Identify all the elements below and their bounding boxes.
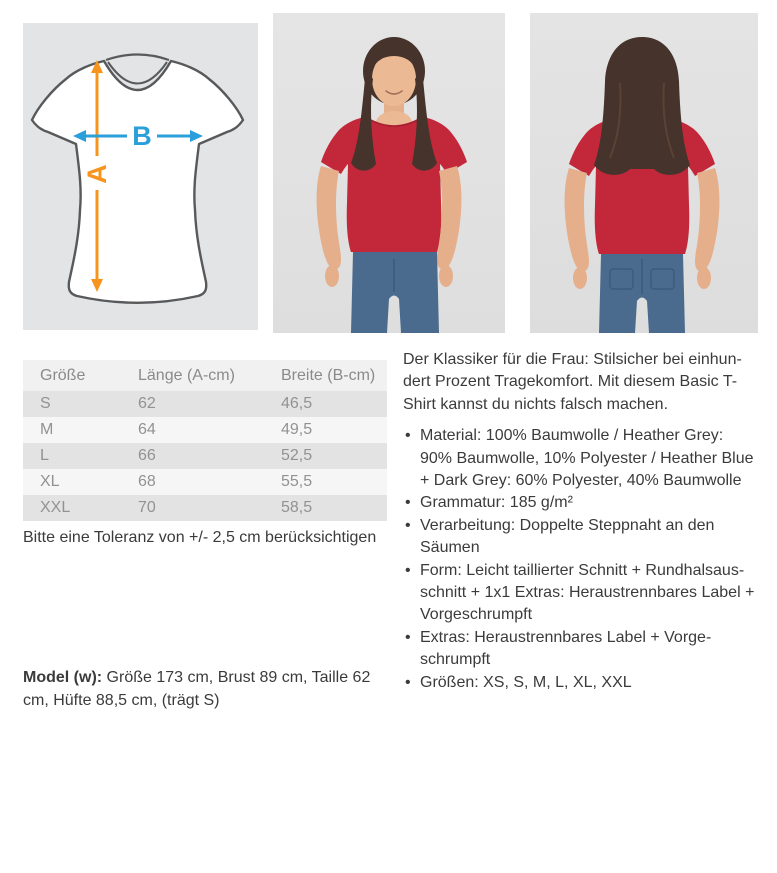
feature-item-form: • Form: Leicht taillierter Schnitt + Rundhalsausschnitt + 1x1 Extras: Heraustrennbares Label + Vorgeschrumpft [403, 560, 759, 627]
table-row [23, 443, 387, 469]
table-cell-width: 58,5 [281, 499, 313, 516]
table-cell-width: 55,5 [281, 473, 313, 490]
table-cell-width: 52,5 [281, 447, 313, 464]
table-cell-length: 66 [138, 447, 156, 464]
column-header-size: Größe [23, 360, 121, 391]
size-diagram-image[interactable] [23, 23, 258, 330]
right-hand [697, 267, 711, 289]
model-back-illustration [530, 13, 758, 333]
table-cell-width: 46,5 [281, 395, 313, 412]
table-cell-size: XL [40, 473, 60, 490]
column-header-length: Länge (A-cm) [121, 360, 264, 391]
model-back-photo[interactable] [530, 13, 758, 333]
tshirt-measure-diagram [23, 23, 258, 330]
model-measurements [23, 666, 397, 712]
table-cell-size: S [40, 395, 51, 412]
table-row [23, 417, 387, 443]
table-row [23, 495, 387, 521]
feature-item-grammatur: • Grammatur: 185 g/m² [403, 492, 759, 514]
feature-item-material: • Material: 100% Baumwolle / Heather Grey: 90% Baumwolle, 10% Polyester / Heather Blue + Dark Grey: 60% Polyester, 40% Baumwolle [403, 425, 759, 492]
model-label: Model (w): [23, 669, 103, 686]
table-cell-width: 49,5 [281, 421, 313, 438]
model-front-illustration [273, 13, 505, 333]
table-cell-length: 64 [138, 421, 156, 438]
table-cell-size: XXL [40, 499, 71, 516]
table-cell-length: 68 [138, 473, 156, 490]
right-hand [439, 265, 453, 287]
model-front-photo[interactable] [273, 13, 505, 333]
label-b: B [132, 121, 152, 151]
feature-item-extras: • Extras: Heraustrennbares Label + Vorgeschrumpft [403, 627, 759, 672]
product-description [403, 349, 759, 694]
table-row [23, 469, 387, 495]
left-hand [325, 265, 339, 287]
table-cell-size: M [40, 421, 54, 438]
table-cell-length: 70 [138, 499, 156, 516]
model-text: Größe 173 cm, Brust 89 cm, Taille 62 cm, Hüfte 88,5 cm, (trägt S) [23, 669, 371, 709]
table-header-row [23, 360, 387, 391]
feature-list [403, 425, 759, 694]
tolerance-note: Bitte eine Toleranz von +/- 2,5 cm berücksichtigen [23, 529, 377, 546]
description-intro: Der Klassiker für die Frau: Stilsicher bei einhundert Prozent Tragekomfort. Mit diesem Basic T-Shirt kannst du nichts falsch machen. [403, 351, 742, 413]
feature-item-groessen: • Größen: XS, S, M, L, XL, XXL [403, 672, 759, 694]
size-table [23, 360, 387, 521]
table-cell-size: L [40, 447, 49, 464]
table-row [23, 391, 387, 417]
label-a: A [82, 164, 112, 184]
column-header-width: Breite (B-cm) [264, 360, 387, 391]
feature-item-verarbeitung: • Verarbeitung: Doppelte Steppnaht an den Säumen [403, 515, 759, 560]
left-hand [573, 267, 587, 289]
table-cell-length: 62 [138, 395, 156, 412]
